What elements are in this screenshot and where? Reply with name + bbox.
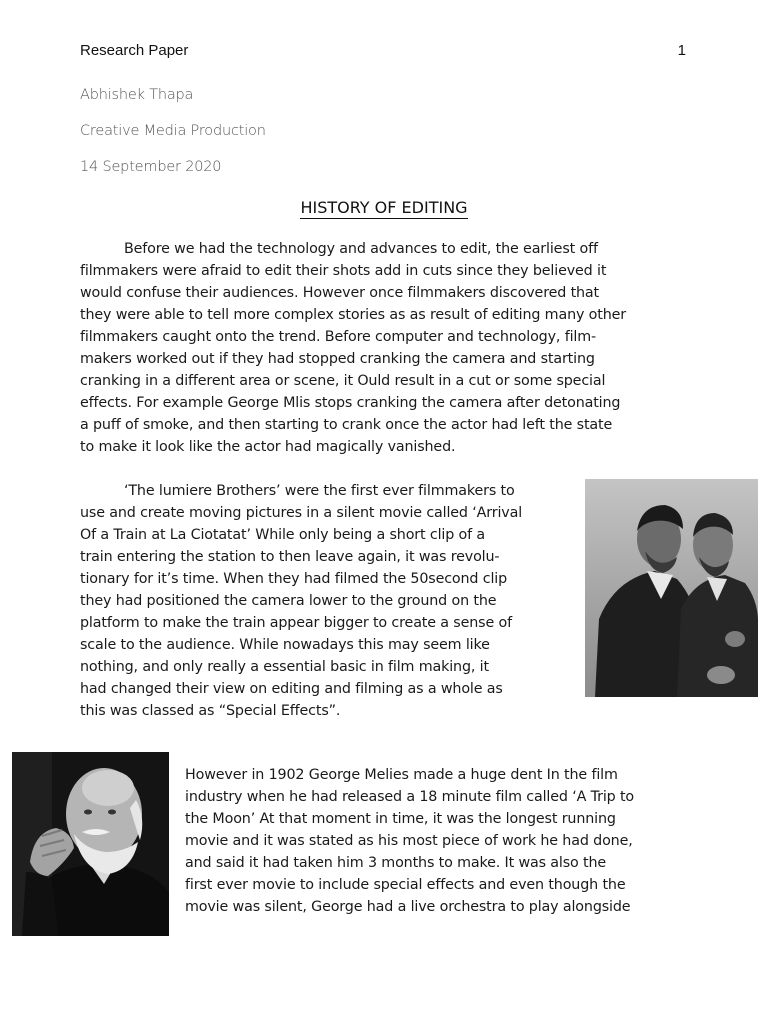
course-name: Creative Media Production [80, 123, 266, 139]
text-line: ‘The lumiere Brothers’ were the first ever filmmakers to [80, 483, 515, 499]
running-header: Research Paper [80, 42, 189, 59]
text-line: scale to the audience. While nowadays this may seem like [80, 637, 490, 653]
text-line: filmmakers were afraid to edit their shots add in cuts since they believed it [80, 263, 607, 279]
text-line: cranking in a different area or scene, it Ould result in a cut or some special [80, 373, 606, 389]
text-line: to make it look like the actor had magically vanished. [80, 439, 456, 455]
text-line: nothing, and only really a essential basic in film making, it [80, 659, 489, 675]
text-line: movie was silent, George had a live orchestra to play alongside [185, 899, 631, 915]
text-line: they had positioned the camera lower to the ground on the [80, 593, 497, 609]
paragraph-intro [80, 238, 688, 458]
text-line: movie and it was stated as his most piece of work he had done, [185, 833, 633, 849]
paragraph-melies [185, 764, 685, 918]
text-line: makers worked out if they had stopped cranking the camera and starting [80, 351, 595, 367]
text-line: effects. For example George Mlis stops cranking the camera after detonating [80, 395, 621, 411]
george-melies-photo [12, 752, 169, 936]
text-line: platform to make the train appear bigger to create a sense of [80, 615, 512, 631]
text-line: first ever movie to include special effects and even though the [185, 877, 626, 893]
lumiere-brothers-photo [585, 479, 758, 697]
george-melies-illustration [12, 752, 169, 936]
text-line: Of a Train at La Ciotatat’ While only being a short clip of a [80, 527, 486, 543]
paragraph-lumiere [80, 480, 570, 722]
text-line: would confuse their audiences. However once filmmakers discovered that [80, 285, 600, 301]
submission-date: 14 September 2020 [80, 159, 222, 175]
text-line: Before we had the technology and advances to edit, the earliest off [80, 241, 598, 257]
text-line: a puff of smoke, and then starting to crank once the actor had left the state [80, 417, 613, 433]
document-title: HISTORY OF EDITING [300, 198, 468, 217]
text-line: and said it had taken him 3 months to make. It was also the [185, 855, 607, 871]
document-title-container [0, 198, 768, 217]
text-line: industry when he had released a 18 minute film called ‘A Trip to [185, 789, 635, 805]
text-line: tionary for it’s time. When they had filmed the 50second clip [80, 571, 508, 587]
text-line: However in 1902 George Melies made a huge dent In the film [185, 767, 618, 783]
author-name: Abhishek Thapa [80, 87, 194, 103]
lumiere-brothers-illustration [585, 479, 758, 697]
text-line: filmmakers caught onto the trend. Before computer and technology, film- [80, 329, 597, 345]
text-line: this was classed as “Special Effects”. [80, 703, 341, 719]
text-line: they were able to tell more complex stories as as result of editing many other [80, 307, 627, 323]
text-line: train entering the station to then leave again, it was revolu- [80, 549, 500, 565]
text-line: use and create moving pictures in a silent movie called ‘Arrival [80, 505, 523, 521]
text-line: had changed their view on editing and filming as a whole as [80, 681, 503, 697]
text-line: the Moon’ At that moment in time, it was the longest running [185, 811, 616, 827]
page-number: 1 [677, 42, 686, 59]
